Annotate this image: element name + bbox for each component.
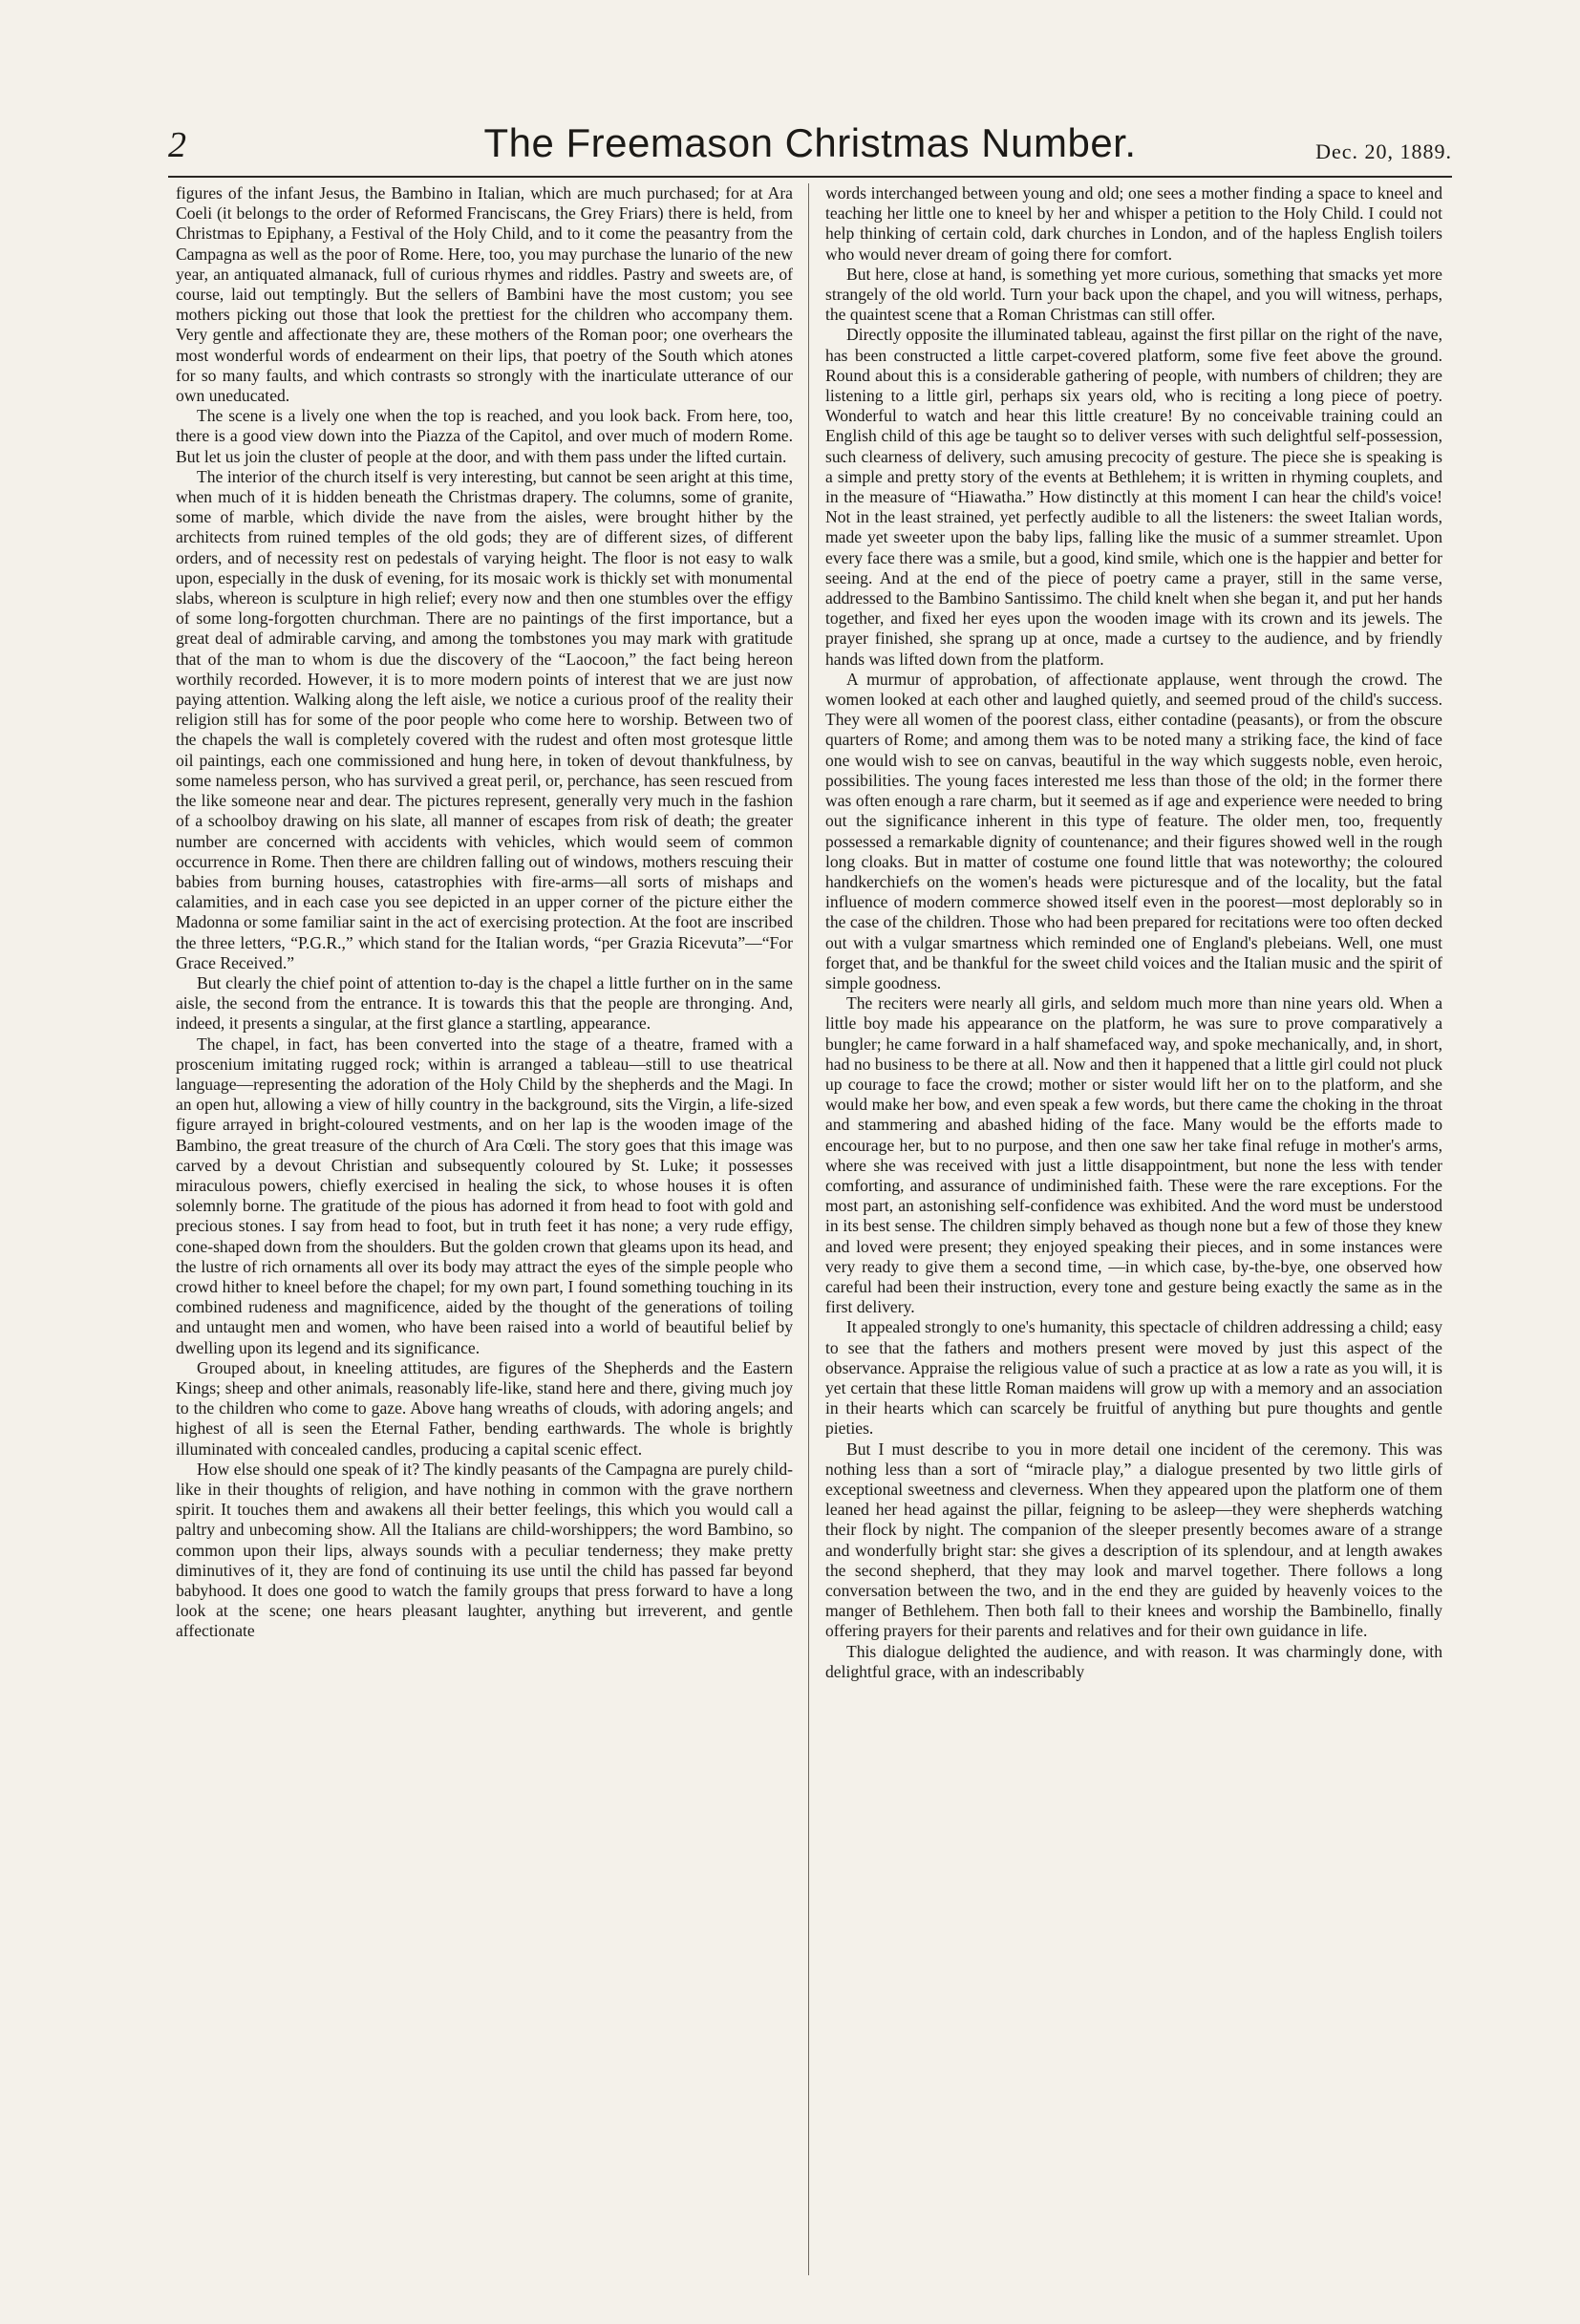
header-rule: [168, 176, 1452, 178]
paragraph: But here, close at hand, is something yet more curious, something that smacks yet more strangely of the old world. Turn your back upon the chapel, and you will witness, perhaps, the quaintest scene that a Roman Christmas can still offer.: [825, 264, 1442, 325]
issue-date: Dec. 20, 1889.: [1315, 139, 1452, 163]
masthead-title: The Freemason Christmas Number.: [483, 120, 1137, 165]
column-divider: [808, 183, 809, 2275]
paragraph: A murmur of approbation, of affectionate applause, went through the crowd. The women looked at each other and laughed quietly, and seemed proud of the child's success. They were all women of the poorest class, either contadine (peasants), or from the obscure quarters of Rome; and among them was to be noted many a striking face, the kind of face one would wish to see on canvas, beautiful in the way which suggests noble, even heroic, possibilities. The young faces interested me less than those of the old; in the former there was often enough a rare charm, but it seemed as if age and experience were needed to bring out the significance inherent in this type of feature. The older men, too, frequently possessed a remarkable dignity of countenance; and their figures showed well in the rough long cloaks. But in matter of costume one found little that was noteworthy; the coloured handkerchiefs on the women's heads were picturesque and of the locality, but the fatal influence of modern commerce showed itself even in the poorest—most deplorably so in the case of the children. Those who had been prepared for recitations were too often decked out with a vulgar smartness which reminded one of England's plebeians. Well, one must forget that, and be thankful for the sweet child voices and the Italian music and the spirit of simple goodness.: [825, 669, 1442, 992]
paragraph: Grouped about, in kneeling attitudes, are figures of the Shepherds and the Eastern Kings; sheep and other animals, reasonably life-like, stand here and there, giving much joy to the children who come to gaze. Above hang wreaths of clouds, with adoring angels; and highest of all is seen the Eternal Father, bending earthwards. The whole is brightly illuminated with concealed candles, producing a capital scenic effect.: [176, 1357, 793, 1459]
paragraph: The reciters were nearly all girls, and seldom much more than nine years old. When a little boy made his appearance on the platform, he was sure to prove comparatively a bungler; he came forward in a half shamefaced way, and spoke mechanically, and, in short, had no business to be there at all. Now and then it happened that a little girl could not pluck up courage to face the crowd; mother or sister would lift her on to the platform, and she would make her bow, and even speak a few words, but there came the choking in the throat and stammering and abashed hiding of the face. Many would be the efforts made to encourage her, but to no purpose, and then one saw her take final refuge in mother's arms, where she was received with just a little disappointment, but none the less with tender comforting, and assurance of undiminished faith. These were the rare exceptions. For the most part, an astonishing self-confidence was exhibited. And the word must be understood in its best sense. The children simply behaved as though none but a few of those they knew and loved were present; they enjoyed speaking their pieces, and in some instances were very ready to give them a second time, —in which case, by-the-bye, one observed how careful had been their instruction, every tone and gesture being exactly the same as in the first delivery.: [825, 993, 1442, 1317]
paragraph: words interchanged between young and old; one sees a mother finding a space to kneel and teaching her little one to kneel by her and whisper a petition to the Holy Child. I could not help thinking of certain cold, dark churches in London, and of the hapless English toilers who would never dream of going there for comfort.: [825, 183, 1442, 264]
paragraph: The chapel, in fact, has been converted into the stage of a theatre, framed with a proscenium imitating rugged rock; within is arranged a tableau—still to use theatrical language—representing the adoration of the Holy Child by the shepherds and the Magi. In an open hut, allowing a view of hilly country in the background, sits the Virgin, a life-sized figure arrayed in bright-coloured vestments, and on her lap is the wooden image of the Bambino, the great treasure of the church of Ara Cœli. The story goes that this image was carved by a devout Christian and subsequently coloured by St. Luke; it possesses miraculous powers, chiefly exercised in healing the sick, to whose houses it is often solemnly borne. The gratitude of the pious has adorned it from head to foot with gold and precious stones. I say from head to foot, but in truth feet it has none; a very rude effigy, cone-shaped down from the shoulders. But the golden crown that gleams upon its head, and the lustre of rich ornaments all over its body may attract the eyes of the simple people who crowd hither to kneel before the chapel; for my own part, I found something touching in its combined rudeness and magnificence, aided by the thought of the generations of toiling and untaught men and women, who have been raised into a world of beautiful belief by dwelling upon its legend and its significance.: [176, 1034, 793, 1357]
right-column: [825, 183, 1442, 2275]
paragraph: This dialogue delighted the audience, and with reason. It was charmingly done, with delightful grace, with an indescribably: [825, 1641, 1442, 1681]
left-column: [176, 183, 793, 2275]
paragraph: But clearly the chief point of attention to-day is the chapel a little further on in the same aisle, the second from the entrance. It is towards this that the people are thronging. And, indeed, it presents a singular, at the first glance a startling, appearance.: [176, 972, 793, 1034]
paragraph: But I must describe to you in more detail one incident of the ceremony. This was nothing less than a sort of “miracle play,” a dialogue presented by two little girls of exceptional sweetness and cleverness. When they appeared upon the platform one of them leaned her head against the pillar, feigning to be asleep—they were shepherds watching their flock by night. The companion of the sleeper presently becomes aware of a strange and wonderfully bright star: she gives a description of its splendour, and at length awakes the second shepherd, that they may look and marvel together. There follows a long conversation between the two, and in the end they are guided by heavenly voices to the manger of Bethlehem. Then both fall to their knees and worship the Bambinello, finally offering prayers for their parents and relatives and for their own guidance in life.: [825, 1439, 1442, 1641]
paragraph: It appealed strongly to one's humanity, this spectacle of children addressing a child; easy to see that the fathers and mothers present were moved by just this aspect of the observance. Appraise the religious value of such a practice at as low a rate as you will, it is yet certain that these little Roman maidens will grow up with a memory and an association in their hearts which can scarcely be fruitful of anything but pure thoughts and gentle pieties.: [825, 1317, 1442, 1439]
page-header: [168, 120, 1452, 174]
paragraph: How else should one speak of it? The kindly peasants of the Campagna are purely child-like in their thoughts of religion, and have nothing in common with the grave northern spirit. It touches them and awakens all their better feelings, this which you would call a paltry and unbecoming show. All the Italians are child-worshippers; the word Bambino, so common upon their lips, always sounds with a peculiar tenderness; they make pretty diminutives of it, they are fond of continuing its use until the child has passed far beyond babyhood. It does one good to watch the family groups that press forward to have a long look at the scene; one hears pleasant laughter, anything but irreverent, and gentle affectionate: [176, 1459, 793, 1641]
paragraph: The interior of the church itself is very interesting, but cannot be seen aright at this time, when much of it is hidden beneath the Christmas drapery. The columns, some of granite, some of marble, which divide the nave from the aisles, were brought hither by the architects from ruined temples of the old gods; they are of different sizes, of different orders, and of necessity rest on pedestals of varying height. The floor is not easy to walk upon, especially in the dusk of evening, for its mosaic work is thickly set with monumental slabs, whereon is sculpture in high relief; every now and then one stumbles over the effigy of some long-forgotten churchman. There are no paintings of the first importance, but a great deal of admirable carving, and among the tombstones you may mark with gratitude that of the man to whom is due the discovery of the “Laocoon,” the fact being hereon worthily recorded. However, it is to more modern points of interest that we are just now paying attention. Walking along the left aisle, we notice a curious proof of the reality their religion still has for some of the poor people who come here to worship. Between two of the chapels the wall is completely covered with the rudest and often most grotesque little oil paintings, each one commissioned and hung here, in token of devout thankfulness, by some nameless person, who has survived a great peril, or, perchance, has seen rescued from the like someone near and dear. The pictures represent, generally very much in the fashion of a schoolboy drawing on his slate, all manner of escapes from risk of death; the greater number are concerned with accidents with vehicles, which would seem of common occurrence in Rome. Then there are children falling out of windows, mothers rescuing their babies from burning houses, catastrophies with fire-arms—all sorts of mishaps and calamities, and in each case you see depicted in an upper corner of the picture either the Madonna or some familiar saint in the act of exercising protection. At the foot are inscribed the three letters, “P.G.R.,” which stand for the Italian words, “per Grazia Ricevuta”—“For Grace Received.”: [176, 466, 793, 972]
paragraph: The scene is a lively one when the top is reached, and you look back. From here, too, there is a good view down into the Piazza of the Capitol, and over much of modern Rome. But let us join the cluster of people at the door, and with them pass under the lifted curtain.: [176, 406, 793, 466]
page-number: 2: [168, 125, 186, 165]
paragraph: figures of the infant Jesus, the Bambino in Italian, which are much purchased; for at Ara Coeli (it belongs to the order of Reformed Franciscans, the Grey Friars) there is held, from Christmas to Epiphany, a Festival of the Holy Child, and to it come the peasantry from the Campagna as well as the poor of Rome. Here, too, you may purchase the lunario of the new year, an antiquated almanack, full of curious rhymes and riddles. Pastry and sweets are, of course, laid out temptingly. But the sellers of Bambini have the most custom; you see mothers picking out those that look the prettiest for the children who accompany them. Very gentle and affectionate they are, these mothers of the Roman poor; one overhears the most wonderful words of endearment on their lips, that poetry of the South which atones for so many faults, and which contrasts so strongly with the inarticulate utterance of our own uneducated.: [176, 183, 793, 406]
paragraph: Directly opposite the illuminated tableau, against the first pillar on the right of the nave, has been constructed a little carpet-covered platform, some five feet above the ground. Round about this is a considerable gathering of people, with numbers of children; they are listening to a little girl, perhaps six years old, who is reciting a long piece of poetry. Wonderful to watch and hear this little creature! By no conceivable training could an English child of this age be taught so to deliver verses with such delightful self-possession, such clearness of delivery, such amusing precocity of gesture. The piece she is speaking is a simple and pretty story of the events at Bethlehem; it is written in rhyming couplets, and in the measure of “Hiawatha.” How distinctly at this moment I can hear the child's voice! Not in the least strained, yet perfectly audible to all the listeners: the sweet Italian words, made yet sweeter upon the baby lips, falling like the music of a summer streamlet. Upon every face there was a smile, but a good, kind smile, which one is the happier and better for seeing. And at the end of the piece of poetry came a prayer, still in the same verse, addressed to the Bambino Santissimo. The child knelt when she began it, and put her hands together, and fixed her eyes upon the wooden image with its crown and its jewels. The prayer finished, she sprang up at once, made a curtsey to the audience, and by friendly hands was lifted down from the platform.: [825, 325, 1442, 669]
